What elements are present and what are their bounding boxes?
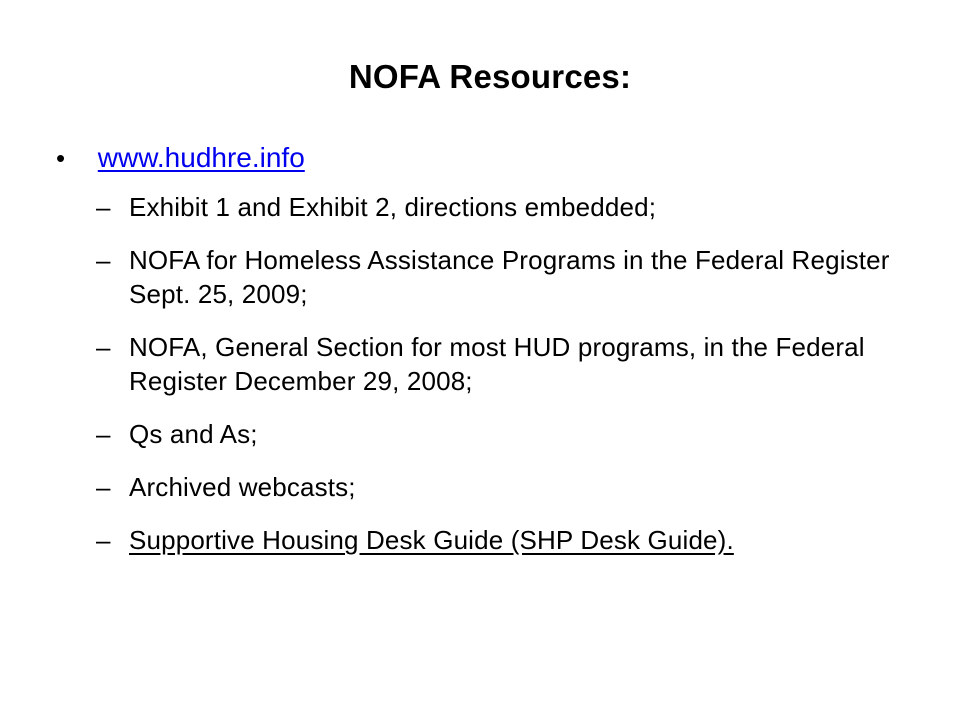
dash-icon: – [96,525,111,555]
dash-icon: – [96,192,111,222]
list-item [96,417,896,451]
shp-desk-guide-link[interactable]: Supportive Housing Desk Guide (SHP Desk Guide). [129,525,734,555]
sub-item-text: Exhibit 1 and Exhibit 2, directions embedded; [129,192,657,222]
dash-icon: – [96,332,111,362]
bullet-dot-icon: • [56,143,66,173]
main-bullet [56,138,305,178]
list-item [96,190,896,224]
sub-item-text: NOFA for Homeless Assistance Programs in the Federal Register Sept. 25, 2009; [129,245,890,309]
sub-item-text: Qs and As; [129,419,258,449]
sub-item-text: Archived webcasts; [129,472,356,502]
sub-item-text: NOFA, General Section for most HUD programs, in the Federal Register December 29, 2008; [129,332,865,396]
list-item [96,470,896,504]
list-item [96,330,896,398]
resource-sub-list [96,190,896,576]
list-item [96,523,896,557]
dash-icon: – [96,472,111,502]
dash-icon: – [96,245,111,275]
list-item [96,243,896,311]
hudhre-link[interactable]: www.hudhre.info [97,142,305,173]
slide-title: NOFA Resources: [348,58,632,95]
dash-icon: – [96,419,111,449]
